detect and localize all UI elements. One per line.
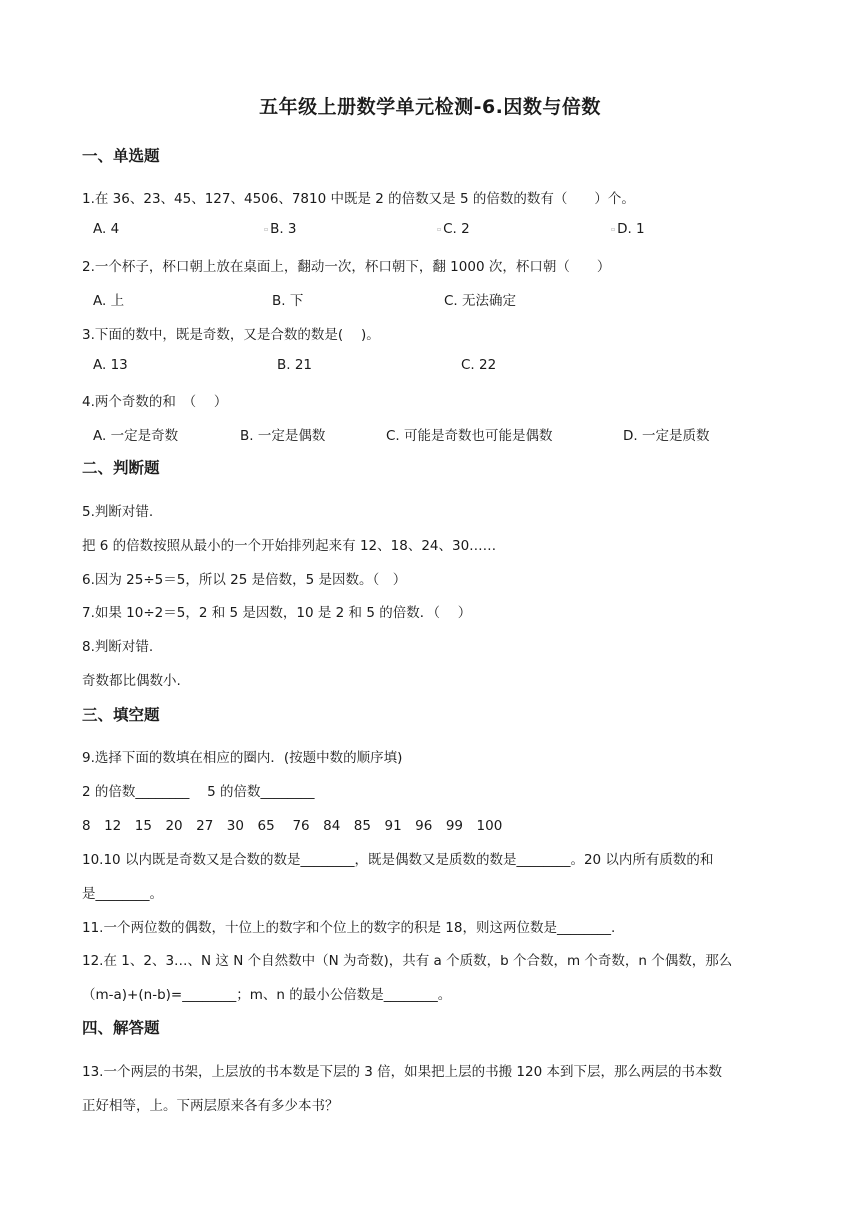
question-3-option-b: B. 21	[277, 357, 313, 373]
question-10-line-1: 10.10 以内既是奇数又是合数的数是________，既是偶数又是质数的数是________。20 以内所有质数的和	[82, 852, 714, 868]
question-4-text: 4.两个奇数的和 （ ）	[82, 394, 228, 410]
question-1-text: 1.在 36、23、45、127、4506、7810 中既是 2 的倍数又是 5 的倍数的数有（ ）个。	[82, 191, 635, 207]
section-heading-problem-solving: 四、解答题	[82, 1019, 160, 1037]
question-2-option-c: C. 无法确定	[444, 293, 517, 309]
question-3-option-a: A. 13	[93, 357, 128, 373]
question-12-line-2: （m-a)+(n-b)=________；m、n 的最小公倍数是________。	[82, 987, 452, 1003]
question-4-option-b: B. 一定是偶数	[240, 428, 326, 444]
question-9-line-1: 9.选择下面的数填在相应的圈内．(按题中数的顺序填)	[82, 750, 403, 766]
question-2-option-b: B. 下	[272, 293, 304, 309]
question-7-text: 7.如果 10÷2＝5，2 和 5 是因数，10 是 2 和 5 的倍数．（ ）	[82, 605, 472, 621]
question-5-line-1: 5.判断对错.	[82, 504, 154, 520]
bullet-dot-icon: ▫	[437, 225, 442, 233]
question-4-option-d: D. 一定是质数	[623, 428, 710, 444]
question-1-option-b: ▫ B. 3	[264, 221, 297, 237]
question-2-text: 2.一个杯子，杯口朝上放在桌面上，翻动一次，杯口朝下，翻 1000 次，杯口朝（ ）	[82, 259, 611, 275]
question-8-line-2: 奇数都比偶数小.	[82, 673, 181, 689]
question-13-line-1: 13.一个两层的书架，上层放的书本数是下层的 3 倍，如果把上层的书搬 120 本到下层，那么两层的书本数	[82, 1064, 722, 1080]
question-5-line-2: 把 6 的倍数按照从最小的一个开始排列起来有 12、18、24、30……	[82, 538, 497, 554]
bullet-dot-icon: ▫	[264, 225, 269, 233]
section-heading-single-choice: 一、单选题	[82, 147, 160, 165]
question-11-text: 11.一个两位数的偶数，十位上的数字和个位上的数字的积是 18，则这两位数是________.	[82, 920, 616, 936]
section-heading-true-false: 二、判断题	[82, 459, 160, 477]
page-title: 五年级上册数学单元检测-6.因数与倍数	[259, 96, 601, 118]
bullet-dot-icon: ▫	[611, 225, 616, 233]
question-10-line-2: 是________。	[82, 886, 163, 902]
question-4-option-a: A. 一定是奇数	[93, 428, 179, 444]
question-1-option-c: ▫ C. 2	[437, 221, 470, 237]
question-4-option-c: C. 可能是奇数也可能是偶数	[386, 428, 553, 444]
question-2-option-a: A. 上	[93, 293, 125, 309]
question-9-number-list: 8 12 15 20 27 30 65 76 84 85 91 96 99 100	[82, 818, 503, 834]
question-12-line-1: 12.在 1、2、3…、N 这 N 个自然数中（N 为奇数)，共有 a 个质数，b 个合数，m 个奇数，n 个偶数，那么	[82, 953, 733, 969]
question-8-line-1: 8.判断对错.	[82, 639, 154, 655]
question-1-option-d: ▫ D. 1	[611, 221, 645, 237]
question-13-line-2: 正好相等，上。下两层原来各有多少本书？	[82, 1098, 339, 1114]
section-heading-fill-in: 三、填空题	[82, 706, 160, 724]
question-1-option-a: A. 4	[93, 221, 120, 237]
question-9-line-2: 2 的倍数________ 5 的倍数________	[82, 784, 315, 800]
question-6-text: 6.因为 25÷5＝5，所以 25 是倍数，5 是因数。（ ）	[82, 572, 407, 588]
question-3-text: 3.下面的数中，既是奇数，又是合数的数是( )。	[82, 327, 380, 343]
question-3-option-c: C. 22	[461, 357, 497, 373]
